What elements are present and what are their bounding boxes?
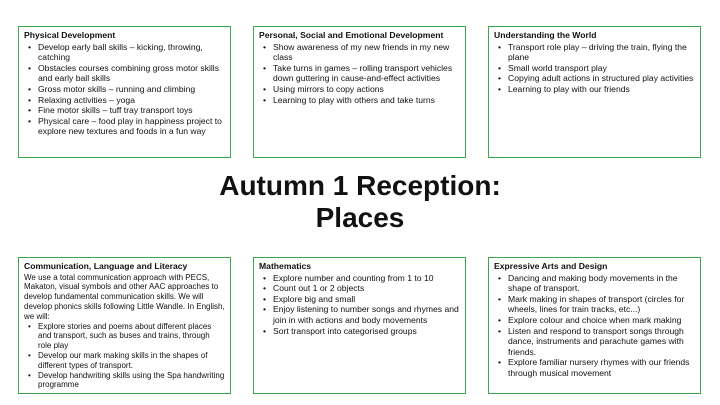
title-line-1: Autumn 1 Reception:	[219, 170, 501, 201]
physical-development-box	[18, 26, 231, 158]
list-item: • Mark making in shapes of transport (circles for wheels, lines for train tracks, etc...)	[508, 294, 695, 315]
list-item: • Dancing and making body movements in the shape of transport.	[508, 273, 695, 294]
expressive-arts-list	[494, 273, 695, 379]
communication-language-literacy-list	[24, 322, 225, 391]
list-item: • Explore big and small	[273, 294, 460, 305]
list-item: • Show awareness of my new friends in my new class	[273, 42, 460, 63]
list-item: • Sort transport into categorised groups	[273, 326, 460, 337]
list-item: • Learning to play with our friends	[508, 84, 695, 95]
list-item: • Copying adult actions in structured play activities	[508, 73, 695, 84]
list-item: • Using mirrors to copy actions	[273, 84, 460, 95]
list-item: • Explore number and counting from 1 to 10	[273, 273, 460, 284]
title-line-2: Places	[315, 202, 405, 233]
list-item: • Transport role play – driving the train, flying the plane	[508, 42, 695, 63]
page-title	[200, 170, 520, 234]
list-item: • Gross motor skills – running and climbing	[38, 84, 225, 95]
list-item: • Physical care – food play in happiness project to explore new textures and foods in a fun way	[38, 116, 225, 137]
mathematics-heading: Mathematics	[259, 261, 312, 271]
list-item: • Explore stories and poems about different places and transport, such as buses and trains, through role play	[38, 322, 225, 351]
psed-box	[253, 26, 466, 158]
list-item: • Obstacles courses combining gross motor skills and early ball skills	[38, 63, 225, 84]
psed-list	[259, 42, 460, 106]
list-item: • Develop handwriting skills using the Spa handwriting programme	[38, 371, 225, 391]
list-item: • Learning to play with others and take turns	[273, 95, 460, 106]
mathematics-list	[259, 273, 460, 337]
expressive-arts-box	[488, 257, 701, 394]
communication-language-literacy-box	[18, 257, 231, 394]
list-item: • Develop our mark making skills in the shapes of different types of transport.	[38, 351, 225, 371]
expressive-arts-heading: Expressive Arts and Design	[494, 261, 608, 271]
communication-language-literacy-heading: Communication, Language and Literacy	[24, 261, 188, 271]
list-item: • Enjoy listening to number songs and rhymes and join in with actions and body movements	[273, 304, 460, 325]
list-item: • Explore colour and choice when mark making	[508, 315, 695, 326]
understanding-world-heading: Understanding the World	[494, 30, 597, 40]
list-item: • Take turns in games – rolling transport vehicles down guttering in cause-and-effect activities	[273, 63, 460, 84]
list-item: • Small world transport play	[508, 63, 695, 74]
mathematics-box	[253, 257, 466, 394]
communication-intro-text: We use a total communication approach with PECS, Makaton, visual symbols and other AAC approaches to develop fundamental communication skills. We will develop phonics skills following Little Wandle. In English, we will:	[24, 272, 225, 321]
understanding-world-list	[494, 42, 695, 95]
list-item: • Listen and respond to transport songs through dance, instruments and parachute games with friends.	[508, 326, 695, 358]
list-item: • Explore familiar nursery rhymes with our friends through musical movement	[508, 357, 695, 378]
list-item: • Develop early ball skills – kicking, throwing, catching	[38, 42, 225, 63]
physical-development-list	[24, 42, 225, 137]
list-item: • Fine motor skills – tuff tray transport toys	[38, 105, 225, 116]
physical-development-heading: Physical Development	[24, 30, 116, 40]
list-item: • Relaxing activities – yoga	[38, 95, 225, 106]
psed-heading: Personal, Social and Emotional Development	[259, 30, 444, 40]
list-item: • Count out 1 or 2 objects	[273, 283, 460, 294]
understanding-world-box	[488, 26, 701, 158]
